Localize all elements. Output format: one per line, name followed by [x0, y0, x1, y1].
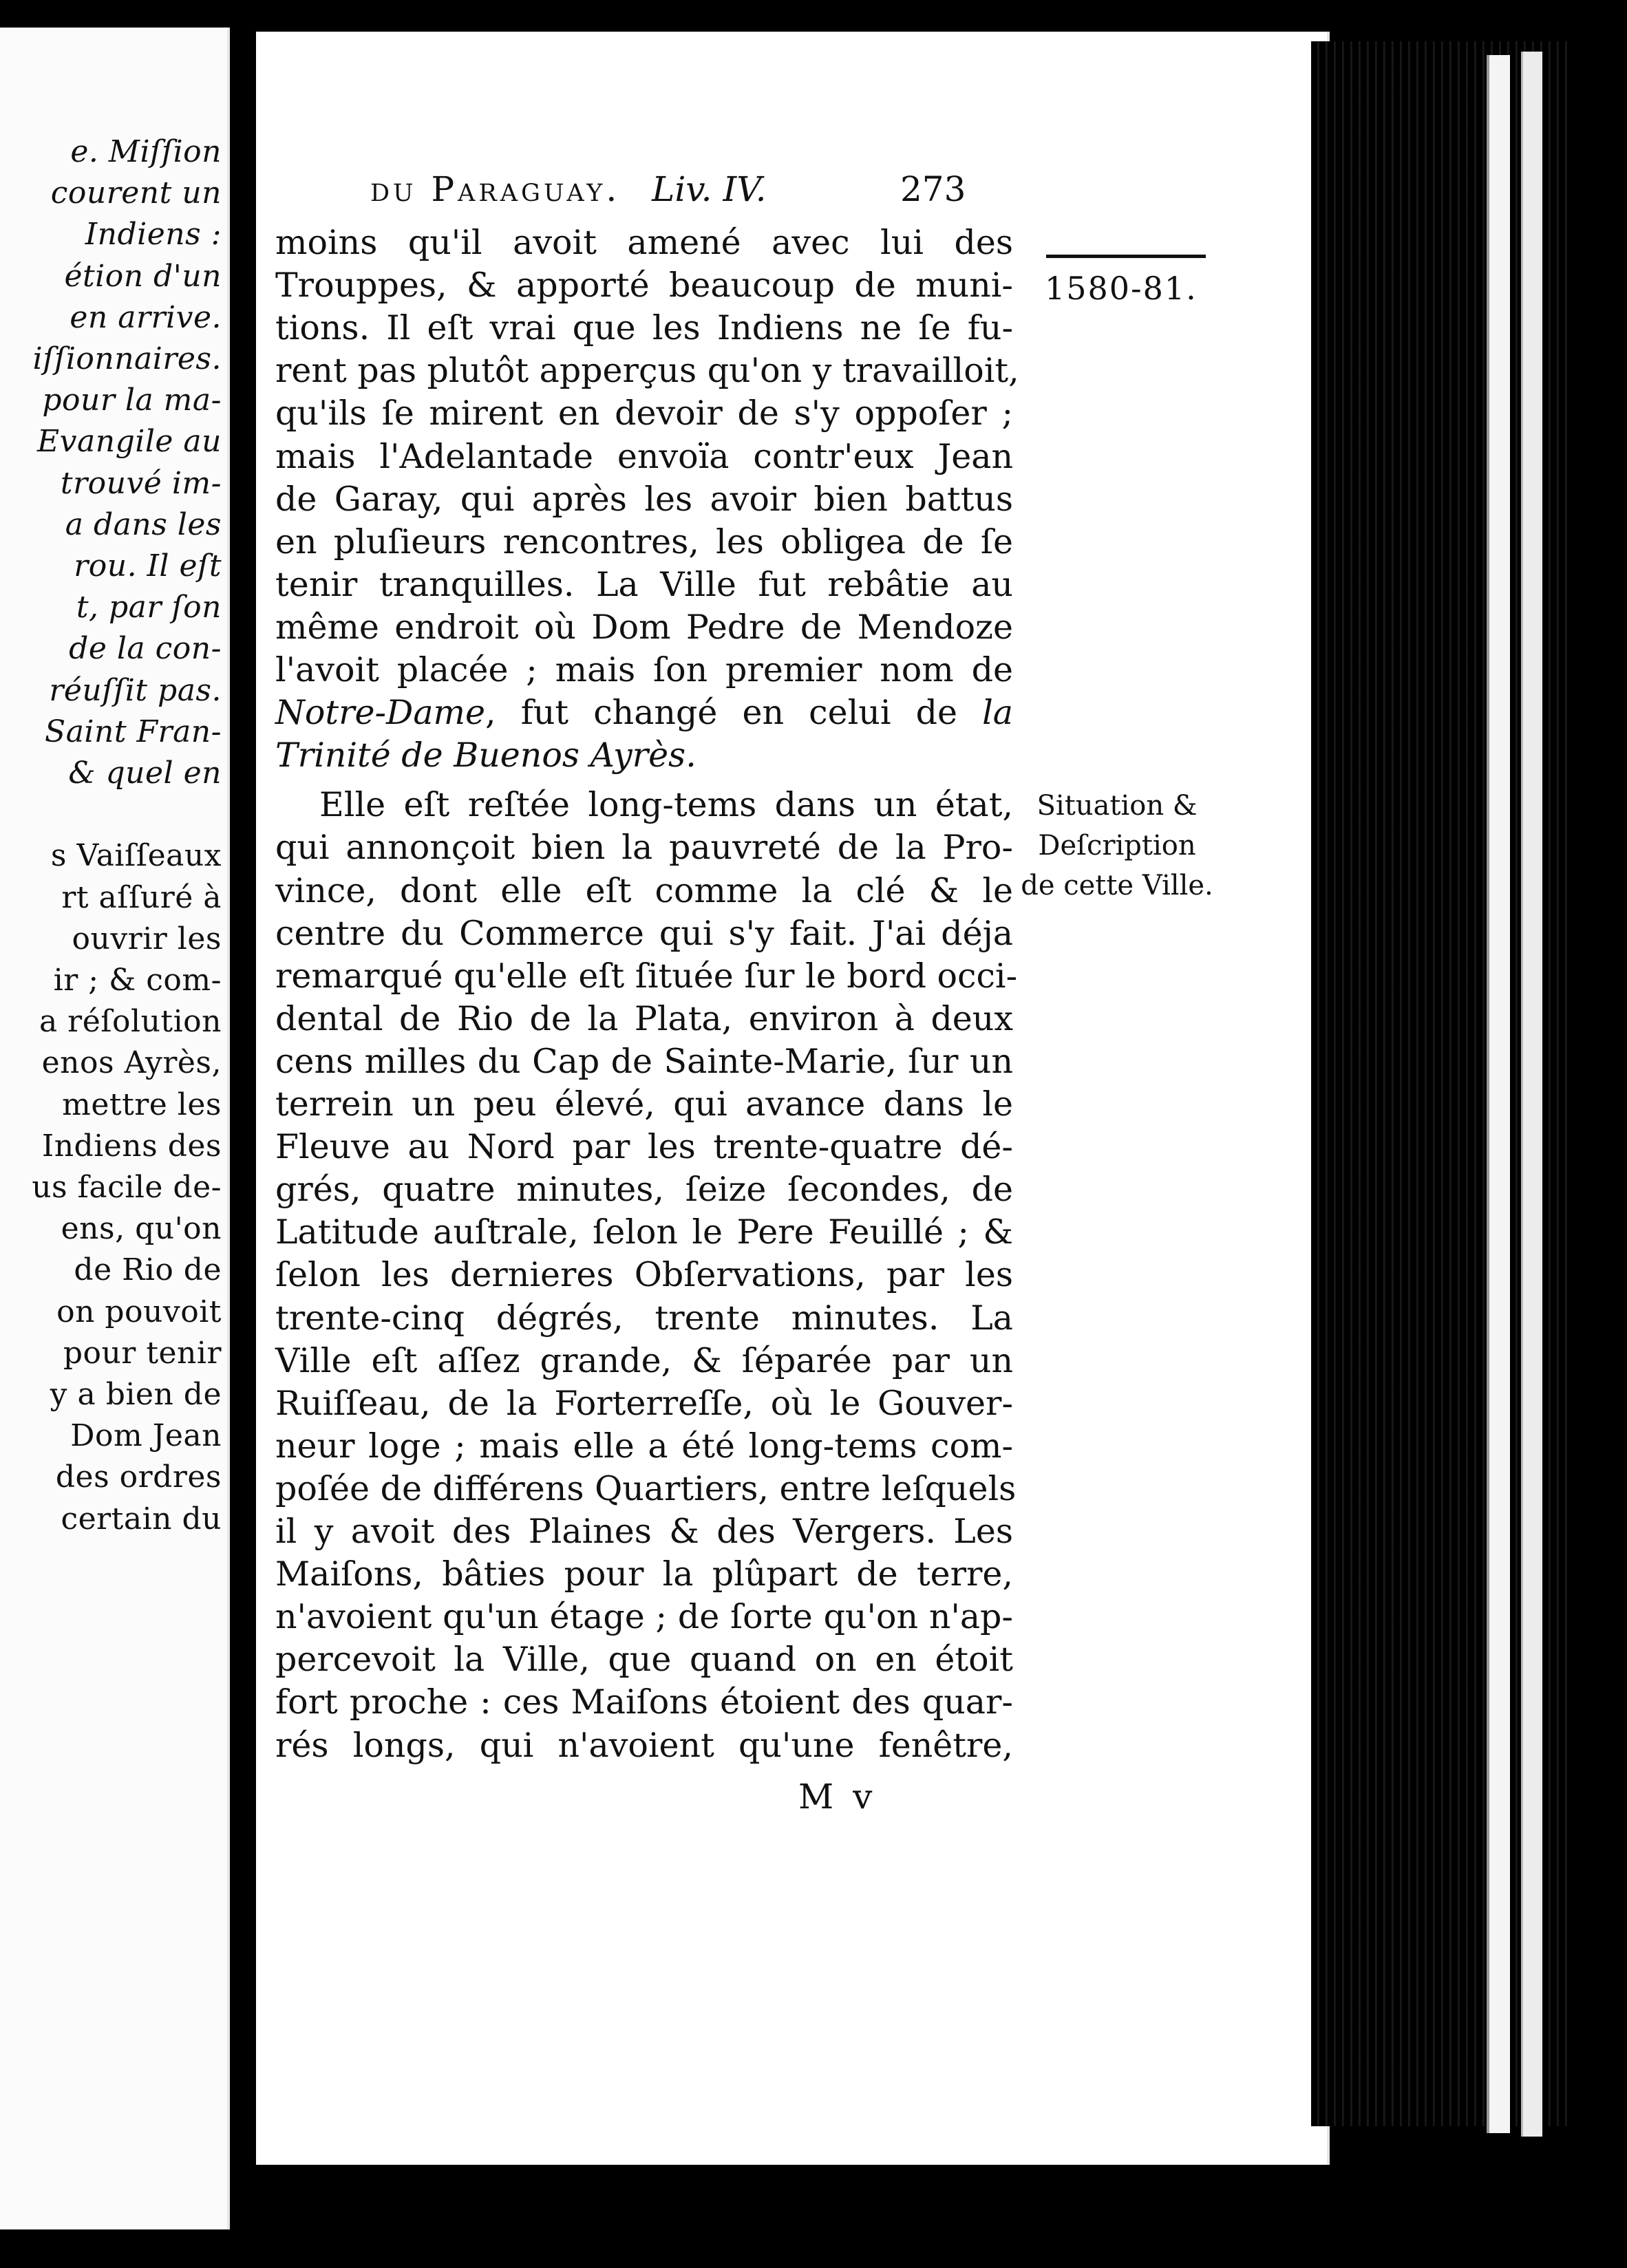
text-run: il y avoit des Plaines & des Vergers. Les: [275, 1512, 1013, 1551]
left-page-line: Evangile au: [37, 424, 222, 460]
text-line: [275, 826, 1013, 869]
left-page-line: de la con-: [69, 631, 222, 667]
text-run: Ville eſt aſſez grande, & ſéparée par un: [275, 1340, 1013, 1380]
left-page-line: pour tenir: [63, 1335, 222, 1371]
text-run: Trouppes, & apporté beaucoup de muni-: [275, 266, 1013, 306]
text-line: [275, 1638, 1013, 1681]
left-page-line: iſſionnaires.: [32, 341, 222, 376]
left-page-line: y a bien de: [50, 1377, 222, 1412]
left-page-line: mettre les: [62, 1087, 222, 1122]
text-line: [275, 734, 1013, 777]
page-number: 273: [900, 169, 966, 209]
text-run: Fleuve au Nord par les trente-quatre dé-: [275, 1127, 1013, 1167]
text-run: fort proche : ces Maiſons étoient des quar-: [275, 1682, 1013, 1722]
text-run: qui annonçoit bien la pauvreté de la Pro-: [275, 828, 1013, 868]
text-line: [275, 1553, 1013, 1596]
margin-date: 1580-81.: [1045, 270, 1198, 307]
text-line: [275, 1596, 1013, 1638]
left-page-line: Dom Jean: [70, 1418, 222, 1454]
text-run: grés, quatre minutes, ſeize ſecondes, de: [275, 1170, 1013, 1210]
text-run: rés longs, qui n'avoient qu'une fenêtre,: [275, 1725, 1013, 1765]
text-run: de Garay, qui après les avoir bien battus: [275, 479, 1013, 519]
text-line: [275, 1126, 1013, 1168]
text-line: [275, 1297, 1013, 1340]
left-page-line: a dans les: [65, 506, 222, 542]
text-run: l'avoit placée ; mais ſon premier nom de: [275, 650, 1013, 689]
text-run: trente-cinq dégrés, trente minutes. La: [275, 1298, 1013, 1338]
text-line: [275, 784, 1013, 826]
text-line: [275, 1211, 1013, 1254]
text-line: [275, 1724, 1013, 1767]
text-line: [275, 1083, 1013, 1126]
text-run: moins qu'il avoit amené avec lui des: [275, 223, 1013, 262]
left-page-line: t, par ſon: [76, 590, 222, 625]
left-page-line: Indiens :: [85, 217, 222, 253]
text-line: [275, 1254, 1013, 1296]
text-line: [275, 1681, 1013, 1724]
left-page-line: us facile de-: [32, 1170, 222, 1205]
left-page-line: Indiens des: [41, 1128, 222, 1164]
sidenote-line: de cette Ville.: [1021, 870, 1213, 901]
left-page-line: de Rio de: [74, 1252, 222, 1288]
text-line: [275, 264, 1013, 307]
text-line: [275, 1510, 1013, 1553]
text-run: centre du Commerce qui s'y fait. J'ai déja: [275, 913, 1013, 953]
left-page-fragment: [0, 28, 231, 2229]
text-run: qu'ils ſe mirent en devoir de s'y oppoſer ;: [275, 394, 1013, 434]
sidenote-line: Deſcription: [1038, 830, 1196, 862]
left-page-line: rou. Il eſt: [74, 548, 222, 584]
left-page-line: étion d'un: [64, 258, 222, 294]
text-line: [275, 392, 1013, 435]
text-line: [275, 1040, 1013, 1083]
fore-edge-leaf: [1487, 55, 1510, 2133]
left-page-line: e. Miſſion: [70, 134, 222, 169]
margin-rule: [1046, 255, 1206, 258]
italic-run: Trinité de Buenos Ayrès.: [275, 736, 696, 775]
sidenote-line: Situation &: [1036, 790, 1198, 822]
text-run: même endroit où Dom Pedre de Mendoze: [275, 607, 1013, 647]
text-run: ſelon les dernieres Obſervations, par les: [275, 1255, 1013, 1295]
text-line: [275, 870, 1013, 912]
left-page-line: trouvé im-: [60, 465, 222, 501]
text-line: [275, 564, 1013, 606]
text-run: remarqué qu'elle eſt ſituée ſur le bord occi-: [275, 956, 1018, 996]
left-page-line: en arrive.: [70, 299, 222, 335]
text-line: [275, 1468, 1017, 1510]
left-page-line: enos Ayrès,: [41, 1045, 222, 1081]
text-line: [275, 955, 1018, 998]
text-run: Elle eſt reſtée long-tems dans un état,: [319, 785, 1013, 825]
left-page-line: Saint Fran-: [45, 714, 222, 749]
text-line: [275, 222, 1013, 264]
text-run: tenir tranquilles. La Ville fut rebâtie au: [275, 564, 1013, 604]
book-gutter: [230, 0, 257, 2268]
text-line: [275, 521, 1013, 564]
text-run: rent pas plutôt apperçus qu'on y travailloit,: [275, 351, 1019, 391]
left-page-line: certain du: [61, 1501, 222, 1537]
text-run: vince, dont elle eſt comme la clé & le: [275, 870, 1013, 910]
text-line: [275, 436, 1013, 478]
left-page-line: & quel en: [68, 756, 222, 791]
left-page-line: pour la ma-: [42, 383, 222, 418]
text-run: Latitude auſtrale, ſelon le Pere Feuillé ; &: [275, 1212, 1013, 1252]
text-run: dental de Rio de la Plata, environ à deux: [275, 998, 1013, 1038]
text-line: [275, 692, 1013, 734]
text-line: [275, 350, 1019, 392]
margin-sidenote: [1017, 786, 1217, 906]
left-page-line: courent un: [50, 175, 222, 211]
left-page-line: des ordres: [55, 1459, 222, 1495]
text-run: n'avoient qu'un étage ; de ſorte qu'on n'ap-: [275, 1597, 1013, 1637]
text-run: Maiſons, bâties pour la plûpart de terre,: [275, 1554, 1013, 1594]
text-run: , fut changé en celui de: [485, 693, 983, 733]
text-line: [275, 1340, 1013, 1382]
text-line: [275, 1382, 1013, 1425]
italic-run: Notre-Dame: [275, 693, 486, 733]
running-title: du Paraguay.: [370, 169, 621, 209]
text-run: tions. Il eſt vrai que les Indiens ne ſe fu-: [275, 308, 1013, 348]
text-line: [275, 998, 1013, 1040]
text-run: en pluſieurs rencontres, les obligea de ſe: [275, 522, 1013, 561]
text-line: [275, 912, 1013, 955]
text-run: cens milles du Cap de Sainte-Marie, ſur un: [275, 1041, 1013, 1081]
text-run: mais l'Adelantade envoïa contr'eux Jean: [275, 436, 1013, 476]
fore-edge-leaf-outer: [1521, 52, 1542, 2137]
running-header: [370, 169, 1003, 209]
book-number: Liv. IV.: [652, 169, 767, 209]
left-page-line: s Vaiſſeaux: [50, 838, 222, 874]
text-run: terrein un peu élevé, qui avance dans le: [275, 1084, 1013, 1124]
text-run: poſée de différens Quartiers, entre leſquels: [275, 1468, 1017, 1508]
left-page-line: réuſſit pas.: [49, 672, 222, 708]
text-line: [275, 307, 1013, 350]
text-line: [275, 1425, 1013, 1468]
signature-mark: M v: [798, 1777, 877, 1817]
text-line: [275, 649, 1013, 692]
text-line: [275, 1168, 1013, 1211]
left-page-line: ouvrir les: [72, 921, 222, 956]
left-page-line: on pouvoit: [56, 1294, 222, 1329]
text-run: percevoit la Ville, que quand on en étoit: [275, 1640, 1013, 1680]
text-run: Ruiſſeau, de la Forterreſſe, où le Gouver-: [275, 1383, 1013, 1423]
text-line: [275, 606, 1013, 649]
text-line: [275, 478, 1013, 521]
left-page-line: rt aſſuré à: [61, 879, 222, 915]
left-page-line: ir ; & com-: [53, 963, 222, 998]
left-page-line: a réſolution: [39, 1004, 222, 1040]
text-run: neur loge ; mais elle a été long-tems com-: [275, 1426, 1013, 1466]
italic-run: la: [982, 693, 1013, 733]
left-page-line: ens, qu'on: [61, 1211, 222, 1247]
